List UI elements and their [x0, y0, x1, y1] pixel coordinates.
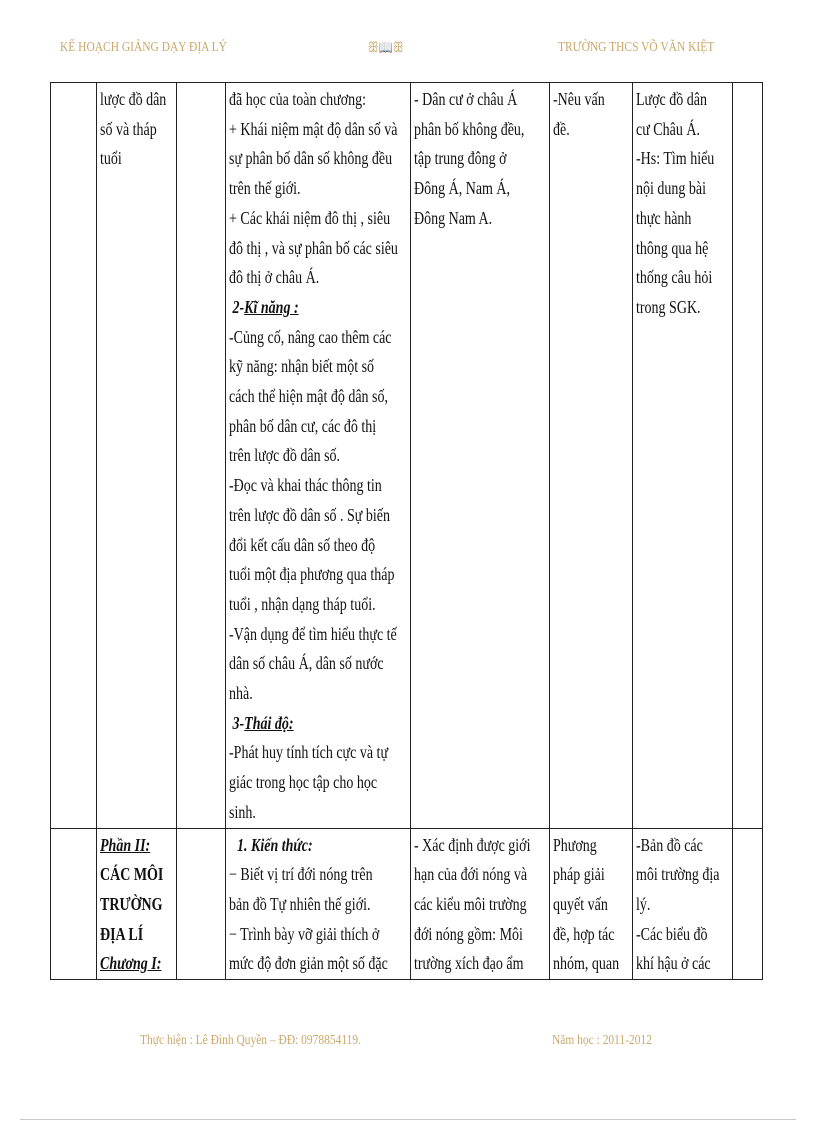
cell-line: -Bản đồ các — [636, 834, 703, 855]
cell-line: khí hậu ở các — [636, 953, 711, 974]
cell-line: + Khái niệm mật độ dân số và — [229, 118, 398, 139]
cell-line: các kiểu môi trường — [414, 893, 527, 914]
cell-line: thực hành — [636, 207, 692, 228]
table-cell-materials — [633, 83, 733, 829]
cell-line: hạn của đới nóng và — [414, 864, 528, 885]
cell-line: Lược đồ dân — [636, 89, 707, 109]
cell-line: đề, hợp tác — [553, 923, 615, 944]
table-cell-knowledge — [411, 828, 550, 980]
table-cell-empty — [733, 83, 763, 829]
table-cell-materials — [633, 828, 733, 980]
cell-line: CÁC MÔI — [100, 864, 164, 885]
cell-line: trên lược đồ dân số. — [229, 445, 341, 466]
table-cell-method — [550, 828, 633, 980]
cell-line: Phương — [553, 834, 597, 855]
cell-line: bản đồ Tự nhiên thế giới. — [229, 893, 371, 914]
cell-line: - Dân cư ở châu Á — [414, 89, 518, 109]
cell-line: trên thế giới. — [229, 178, 301, 199]
table-cell-objectives — [226, 83, 411, 829]
cell-line: cư Châu Á. — [636, 118, 700, 139]
cell-line: nhà. — [229, 683, 253, 704]
cell-line: cách thể hiện mật độ dân số, — [229, 386, 389, 407]
cell-line: -Vận dụng để tìm hiểu thực tế — [229, 623, 397, 644]
cell-line: đô thị , và sự phân bố các siêu — [229, 237, 398, 258]
cell-line: đới nóng gồm: Môi — [414, 923, 523, 944]
cell-line: phân bố không đều, — [414, 118, 525, 139]
lesson-plan-table — [50, 82, 763, 980]
cell-line: -Đọc và khai thác thông tin — [229, 475, 382, 496]
table-row — [51, 83, 763, 829]
cell-line: + Các khái niệm đô thị , siêu — [229, 207, 391, 228]
cell-line: giác trong học tập cho học — [229, 772, 378, 793]
cell-line: -Các biểu đồ — [636, 923, 708, 944]
header-subject: KẾ HOẠCH GIẢNG DẠY ĐỊA LÝ — [60, 40, 227, 55]
table-cell-lesson-name — [97, 83, 177, 829]
chapter-heading: Chương I: — [100, 953, 162, 974]
skills-heading: 2-Kĩ năng : — [232, 296, 299, 317]
cell-line: trên lược đồ dân số . Sự biến — [229, 504, 390, 525]
cell-line: nội dung bài — [636, 178, 706, 199]
cell-line: đề. — [553, 118, 570, 139]
table-cell-knowledge — [411, 83, 550, 829]
cell-line: thống câu hỏi — [636, 267, 713, 288]
table-cell-method — [550, 83, 633, 829]
cell-line: đã học của toàn chương: — [229, 89, 367, 109]
cell-line: -Hs: Tìm hiểu — [636, 148, 715, 169]
header-ornament: ꕥ📖ꕥ — [368, 41, 404, 56]
cell-line: số và tháp — [100, 118, 157, 139]
cell-line: quyết vấn — [553, 893, 608, 914]
cell-line: pháp giải — [553, 864, 605, 885]
table-cell-lesson-name — [97, 828, 177, 980]
cell-line: phân bố dân cư, các đô thị — [229, 415, 377, 436]
cell-line: dân số châu Á, dân số nước — [229, 653, 384, 674]
table-cell-empty — [51, 828, 97, 980]
cell-line: trong SGK. — [636, 296, 701, 317]
cell-line: thông qua hệ — [636, 237, 709, 258]
table-cell-empty — [51, 83, 97, 829]
cell-line: môi trường địa — [636, 864, 720, 885]
cell-line: tuổi , nhận dạng tháp tuổi. — [229, 593, 376, 614]
cell-line: nhóm, quan — [553, 953, 620, 974]
cell-line: -Nêu vấn — [553, 89, 605, 109]
cell-line: - Xác định được giới — [414, 834, 531, 855]
cell-line: sinh. — [229, 801, 256, 822]
cell-line: sự phân bố dân số không đều — [229, 148, 393, 169]
cell-line: TRƯỜNG — [100, 893, 163, 914]
cell-line: tuổi — [100, 148, 122, 169]
cell-line: Đông Nam A. — [414, 207, 493, 228]
cell-line: ĐỊA LÍ — [100, 923, 144, 944]
cell-line: -Củng cố, nâng cao thêm các — [229, 326, 392, 347]
footer-author: Thực hiện : Lê Đình Quyền – ĐĐ: 0978854119. — [140, 1033, 362, 1048]
cell-line: trường xích đạo ẩm — [414, 953, 524, 974]
cell-line: tuổi một địa phương qua tháp — [229, 564, 395, 585]
cell-line: lược đồ dân — [100, 89, 167, 109]
part-heading: Phần II: — [100, 834, 151, 855]
cell-line: -Phát huy tính tích cực và tự — [229, 742, 389, 763]
cell-line: tập trung đông ở — [414, 148, 507, 169]
header-school: TRƯỜNG THCS VÕ VĂN KIỆT — [558, 40, 715, 55]
footer-school-year: Năm học : 2011-2012 — [552, 1033, 653, 1048]
table-cell-empty — [733, 828, 763, 980]
table-cell-objectives — [226, 828, 411, 980]
table-cell-empty — [177, 83, 226, 829]
attitude-heading: 3-Thái độ: — [232, 712, 294, 733]
cell-line: − Biết vị trí đới nóng trên — [229, 864, 373, 885]
table-cell-empty — [177, 828, 226, 980]
cell-line: Đông Á, Nam Á, — [414, 178, 511, 199]
cell-line: kỹ năng: nhận biết một số — [229, 356, 375, 377]
cell-line: mức độ đơn giản một số đặc — [229, 953, 388, 974]
cell-line: đô thị ở châu Á. — [229, 267, 320, 288]
cell-line: đổi kết cấu dân số theo độ — [229, 534, 376, 555]
knowledge-heading: 1. Kiến thức: — [237, 834, 313, 855]
cell-line: lý. — [636, 893, 651, 914]
cell-line: − Trình bày vỡ giải thích ở — [229, 923, 380, 944]
table-row — [51, 828, 763, 980]
bottom-divider — [20, 1119, 796, 1120]
